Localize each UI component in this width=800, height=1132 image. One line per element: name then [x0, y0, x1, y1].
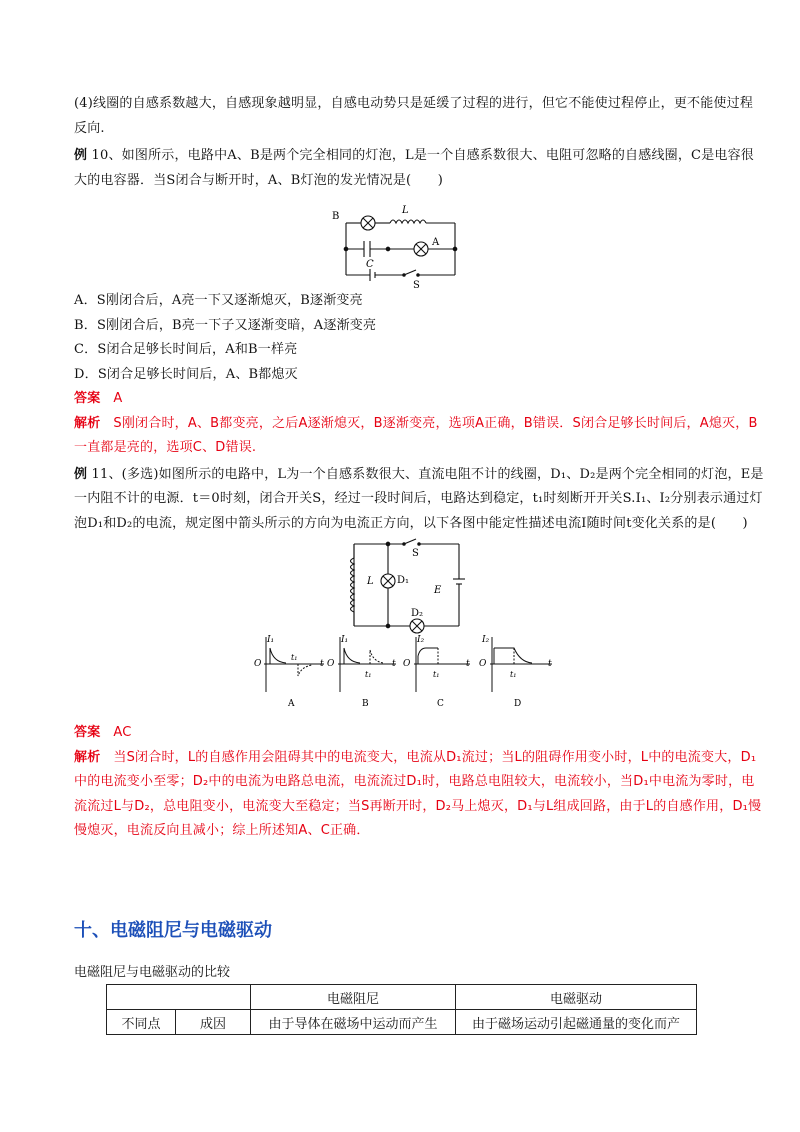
figure-label-l: L	[367, 576, 374, 587]
table-caption: 电磁阻尼与电磁驱动的比较	[74, 965, 231, 980]
graph-a	[254, 635, 324, 709]
graph-t: t	[548, 659, 552, 669]
answer-label: 答案	[74, 725, 101, 740]
graph-t: t	[392, 659, 396, 669]
answer-value: A	[113, 391, 123, 406]
circuit-figure-11	[74, 536, 764, 721]
table-cell	[107, 985, 251, 1010]
graph-t: t	[320, 659, 324, 669]
table-cell: 不同点	[107, 1010, 176, 1035]
answer-value: AC	[113, 725, 132, 740]
graph-t: t	[466, 659, 470, 669]
graph-letter: C	[437, 699, 444, 709]
option-a: A．S刚闭合后，A亮一下又逐渐熄灭，B逐渐变亮	[74, 293, 363, 308]
figure-label-c: C	[366, 259, 374, 270]
circuit-figure-10	[74, 193, 764, 289]
figure-label-a: A	[432, 237, 440, 248]
graph-origin: O	[254, 659, 262, 669]
options-10	[74, 289, 764, 387]
graph-letter: B	[362, 699, 369, 709]
table-cell: 成因	[176, 1010, 251, 1035]
table-row	[107, 1010, 697, 1035]
graph-letter: A	[288, 699, 295, 709]
graph-t1: t₁	[365, 670, 372, 679]
graph-t1: t₁	[433, 670, 440, 679]
graph-t1: t₁	[291, 653, 298, 662]
figure-label-b: B	[332, 211, 340, 222]
answer-10	[74, 387, 764, 412]
table-header-row	[107, 985, 697, 1010]
graph-ylabel: I₁	[267, 635, 275, 645]
answer-label: 答案	[74, 391, 101, 406]
figure-label-s: S	[413, 280, 420, 289]
analysis-10	[74, 412, 764, 461]
graph-t1: t₁	[510, 670, 517, 679]
graph-origin: O	[327, 659, 335, 669]
figure-label-e: E	[434, 585, 442, 596]
figure-label-l: L	[402, 205, 409, 216]
graph-letter: D	[514, 699, 522, 709]
graph-d	[479, 635, 552, 709]
figure-label-d2: D₂	[411, 608, 424, 619]
graph-ylabel: I₂	[482, 635, 490, 645]
graph-ylabel: I₁	[341, 635, 349, 645]
example-10-stem	[74, 144, 764, 193]
figure-label-d1: D₁	[397, 575, 410, 586]
analysis-text: S刚闭合时，A、B都变亮，之后A逐渐熄灭，B逐渐变亮，选项A正确，B错误．S闭合足够长时间后，A熄灭，B一直都是亮的，选项C、D错误.	[74, 415, 758, 455]
table-header-driving: 电磁驱动	[456, 985, 697, 1010]
example-10-text: 10、如图所示，电路中A、B是两个完全相同的灯泡，L是一个自感系数很大、电阻可忽略的自感线圈，C是电容很大的电容器．当S闭合与断开时，A、B灯泡的发光情况是( )	[74, 148, 754, 188]
table-cell: 由于导体在磁场中运动而产生	[251, 1010, 456, 1035]
analysis-label: 解析	[74, 415, 101, 431]
graph-origin: O	[403, 659, 411, 669]
intro-point: (4)线圈的自感系数越大，自感现象越明显，自感电动势只是延缓了过程的进行，但它不能使过程停止，更不能使过程反向.	[74, 96, 754, 136]
example-label: 例	[74, 466, 88, 482]
table-cell: 由于磁场运动引起磁通量的变化而产	[456, 1010, 697, 1035]
answer-11	[74, 721, 764, 746]
example-label: 例	[74, 148, 88, 163]
example-11-stem	[74, 463, 764, 537]
analysis-text: 当S闭合时，L的自感作用会阻碍其中的电流变大，电流从D₁流过；当L的阻碍作用变小时，L中的电流变大，D₁中的电流变小至零；D₂中的电流为电路总电流，电流流过D₁时，电路总电阻较大，电流较小，当D₁中电流为零时，电流流过L与D₂，总电阻变小，电流变大至稳定；当S再断开时，D₂马上熄灭，D₁与L组成回路，由于L的自感作用，D₁慢慢熄灭，电流反向且减小；综上所述知A、C正确．	[74, 749, 762, 838]
analysis-11	[74, 746, 764, 844]
table-header-damping: 电磁阻尼	[251, 985, 456, 1010]
option-d: D．S闭合足够长时间后，A、B都熄灭	[74, 366, 298, 382]
graph-c	[403, 635, 470, 709]
option-b: B．S刚闭合后，B亮一下子又逐渐变暗，A逐渐变亮	[74, 317, 377, 333]
analysis-label: 解析	[74, 749, 101, 765]
page-body	[74, 92, 764, 844]
option-c: C．S闭合足够长时间后，A和B一样亮	[74, 342, 298, 357]
figure-label-s: S	[412, 548, 419, 559]
section-title: 十、电磁阻尼与电磁驱动	[74, 920, 272, 941]
graph-ylabel: I₂	[417, 635, 425, 645]
example-11-text: 11、(多选)如图所示的电路中，L为一个自感系数很大、直流电阻不计的线圈，D₁、D₂是两个完全相同的灯泡，E是一内阻不计的电源．t＝0时刻，闭合开关S，经过一段时间后，电路达到稳定，t₁时刻断开开关S.I₁、I₂分别表示通过灯泡D₁和D₂的电流，规定图中箭头所示的方向为电流正方向，以下各图中能定性描述电流I随时间t变化关系的是( )	[74, 466, 764, 531]
graph-b	[327, 635, 396, 709]
graph-origin: O	[479, 659, 487, 669]
comparison-table	[106, 984, 697, 1035]
